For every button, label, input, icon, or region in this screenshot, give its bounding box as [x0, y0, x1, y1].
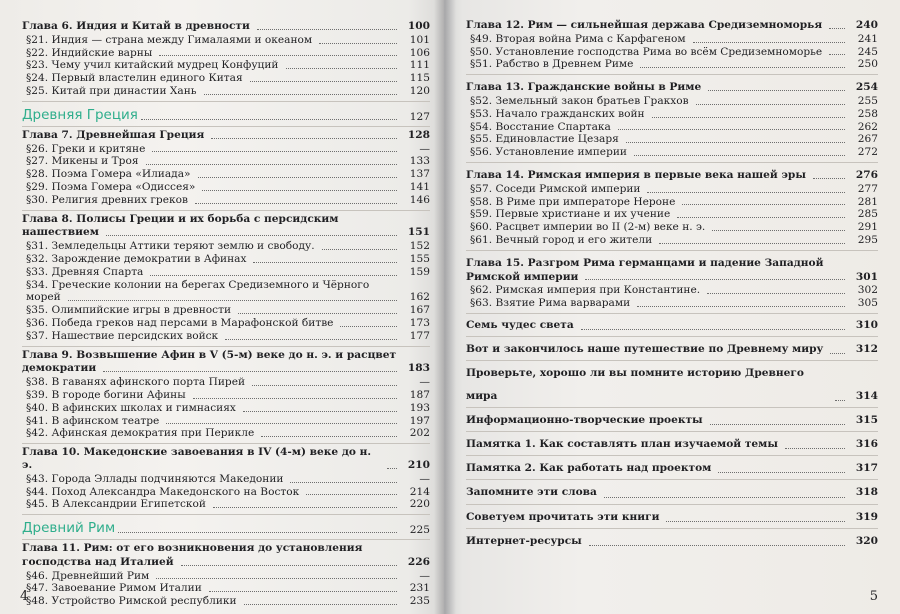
toc-item: §32. Зарождение демократии в Афинах 155: [26, 252, 430, 265]
chapter-10: Глава 10. Македонские завоевания в IV (4-м) веке до н. э. 210: [22, 446, 430, 471]
toc-item: §24. Первый властелин единого Китая 115: [26, 72, 430, 85]
appendix-item: Проверьте, хорошо ли вы помните историю Древнего мира 314: [466, 362, 878, 407]
toc-item: §52. Земельный закон братьев Гракхов 255: [470, 94, 878, 107]
toc-item: §57. Соседи Римской империи 277: [470, 182, 878, 195]
toc-item: §43. Города Эллады подчиняются Македонии —: [26, 472, 430, 485]
toc-item: §61. Вечный город и его жители 295: [470, 233, 878, 246]
toc-item: §35. Олимпийские игры в древности 167: [26, 304, 430, 317]
appendix-item: Советуем прочитать эти книги 319: [466, 506, 878, 529]
appendix-list: [466, 314, 878, 552]
toc-item: §62. Римская империя при Константине. 302: [470, 284, 878, 297]
toc-item: §28. Поэма Гомера «Илиада» 137: [26, 168, 430, 181]
appendix-item: Памятка 2. Как работать над проектом 317: [466, 457, 878, 480]
chapter-9-line1: Глава 9. Возвышение Афин в V (5-м) веке до н. э. и расцвет: [22, 348, 397, 361]
chapter-9-line2: демократии 183: [22, 362, 430, 375]
chapter-12-block: [466, 17, 878, 75]
toc-item: §39. В городе богини Афины 187: [26, 388, 430, 401]
section-ancient-rome: Древний Рим 225: [22, 515, 430, 540]
chapter-11-line2: господства над Италией 226: [22, 555, 430, 568]
toc-item: §49. Вторая война Рима с Карфагеном 241: [470, 32, 878, 45]
toc-item: §50. Установление господства Рима во всём Средиземноморье 245: [470, 45, 878, 58]
toc-item: §31. Земледельцы Аттики теряют землю и свободу. 152: [26, 240, 430, 253]
chapter-7-block: [22, 127, 430, 211]
toc-item: §38. В гаванях афинского порта Пирей —: [26, 376, 430, 389]
toc-item: §59. Первые христиане и их учение 285: [470, 208, 878, 221]
toc-item: §33. Древняя Спарта 159: [26, 265, 430, 278]
appendix-item: Семь чудес света 310: [466, 314, 878, 337]
toc-item: §63. Взятие Рима варварами 305: [470, 297, 878, 310]
toc-item: §21. Индия — страна между Гималаями и океаном 101: [26, 33, 430, 46]
toc-item: §25. Китай при династии Хань 120: [26, 84, 430, 97]
right-page: [444, 0, 900, 614]
chapter-10-block: [22, 444, 430, 515]
chapter-8-line2: нашествием 151: [22, 226, 430, 239]
toc-item: §44. Поход Александра Македонского на Восток 214: [26, 485, 430, 498]
toc-item: §60. Расцвет империи во II (2-м) веке н. э. 291: [470, 221, 878, 234]
appendix-item: Вот и закончилось наше путешествие по Древнему миру 312: [466, 338, 878, 361]
toc-item: §36. Победа греков над персами в Марафонской битве 173: [26, 316, 430, 329]
appendix-item: Памятка 1. Как составлять план изучаемой темы 316: [466, 433, 878, 456]
chapter-7: Глава 7. Древнейшая Греция 128: [22, 128, 430, 141]
toc-item: §55. Единовластие Цезаря 267: [470, 133, 878, 146]
toc-item-line2: морей 162: [26, 291, 430, 304]
chapter-11-block: [22, 540, 430, 611]
chapter-12: Глава 12. Рим — сильнейшая держава Средиземноморья 240: [466, 19, 878, 31]
toc-item: §27. Микены и Троя 133: [26, 155, 430, 168]
toc-item: §47. Завоевание Римом Италии 231: [26, 582, 430, 595]
page-number-left: 4: [20, 589, 29, 604]
chapter-9-block: [22, 347, 430, 445]
chapter-8-line1: Глава 8. Полисы Греции и их борьба с персидским: [22, 212, 339, 225]
toc-item: §48. Устройство Римской республики 235: [26, 595, 430, 608]
chapter-14: Глава 14. Римская империя в первые века нашей эры 276: [466, 168, 878, 181]
chapter-8-block: [22, 211, 430, 347]
toc-item: §45. В Александрии Египетской 220: [26, 498, 430, 511]
chapter-13-block: [466, 75, 878, 163]
chapter-15-block: [466, 251, 878, 314]
page-number-right: 5: [869, 589, 878, 604]
toc-item: §30. Религия древних греков 146: [26, 193, 430, 206]
appendix-item: Информационно-творческие проекты 315: [466, 409, 878, 432]
chapter-6: Глава 6. Индия и Китай в древности 100: [22, 20, 430, 32]
toc-item: §37. Нашествие персидских войск 177: [26, 329, 430, 342]
toc-item: §22. Индийские варны 106: [26, 46, 430, 59]
toc-item: §40. В афинских школах и гимнасиях 193: [26, 401, 430, 414]
toc-item: §41. В афинском театре 197: [26, 414, 430, 427]
chapter-15-line2: Римской империи 301: [466, 270, 878, 283]
toc-item: §46. Древнейший Рим —: [26, 569, 430, 582]
toc-item: §53. Начало гражданских войн 258: [470, 107, 878, 120]
toc-item: §42. Афинская демократия при Перикле 202: [26, 427, 430, 440]
section-ancient-greece: Древняя Греция 127: [22, 102, 430, 127]
toc-item: §58. В Риме при императоре Нероне 281: [470, 195, 878, 208]
chapter-6-block: [22, 18, 430, 102]
toc-item: §56. Установление империи 272: [470, 146, 878, 159]
chapter-14-block: [466, 163, 878, 251]
toc-item: §29. Поэма Гомера «Одиссея» 141: [26, 180, 430, 193]
left-page: [0, 0, 444, 614]
appendix-item: Интернет-ресурсы 320: [466, 534, 878, 547]
toc-item: §23. Чему учил китайский мудрец Конфуций 111: [26, 59, 430, 72]
chapter-11-line1: Глава 11. Рим: от его возникновения до установления: [22, 542, 363, 555]
toc-item: §51. Рабство в Древнем Риме 250: [470, 58, 878, 71]
toc-item: §54. Восстание Спартака 262: [470, 120, 878, 133]
toc-item: §26. Греки и критяне —: [26, 142, 430, 155]
appendix-item: Запомните эти слова 318: [466, 481, 878, 504]
toc-item-line1: §34. Греческие колонии на берегах Средиземного и Чёрного: [26, 278, 370, 291]
chapter-15-line1: Глава 15. Разгром Рима германцами и падение Западной: [466, 256, 824, 269]
chapter-13: Глава 13. Гражданские войны в Риме 254: [466, 81, 878, 94]
